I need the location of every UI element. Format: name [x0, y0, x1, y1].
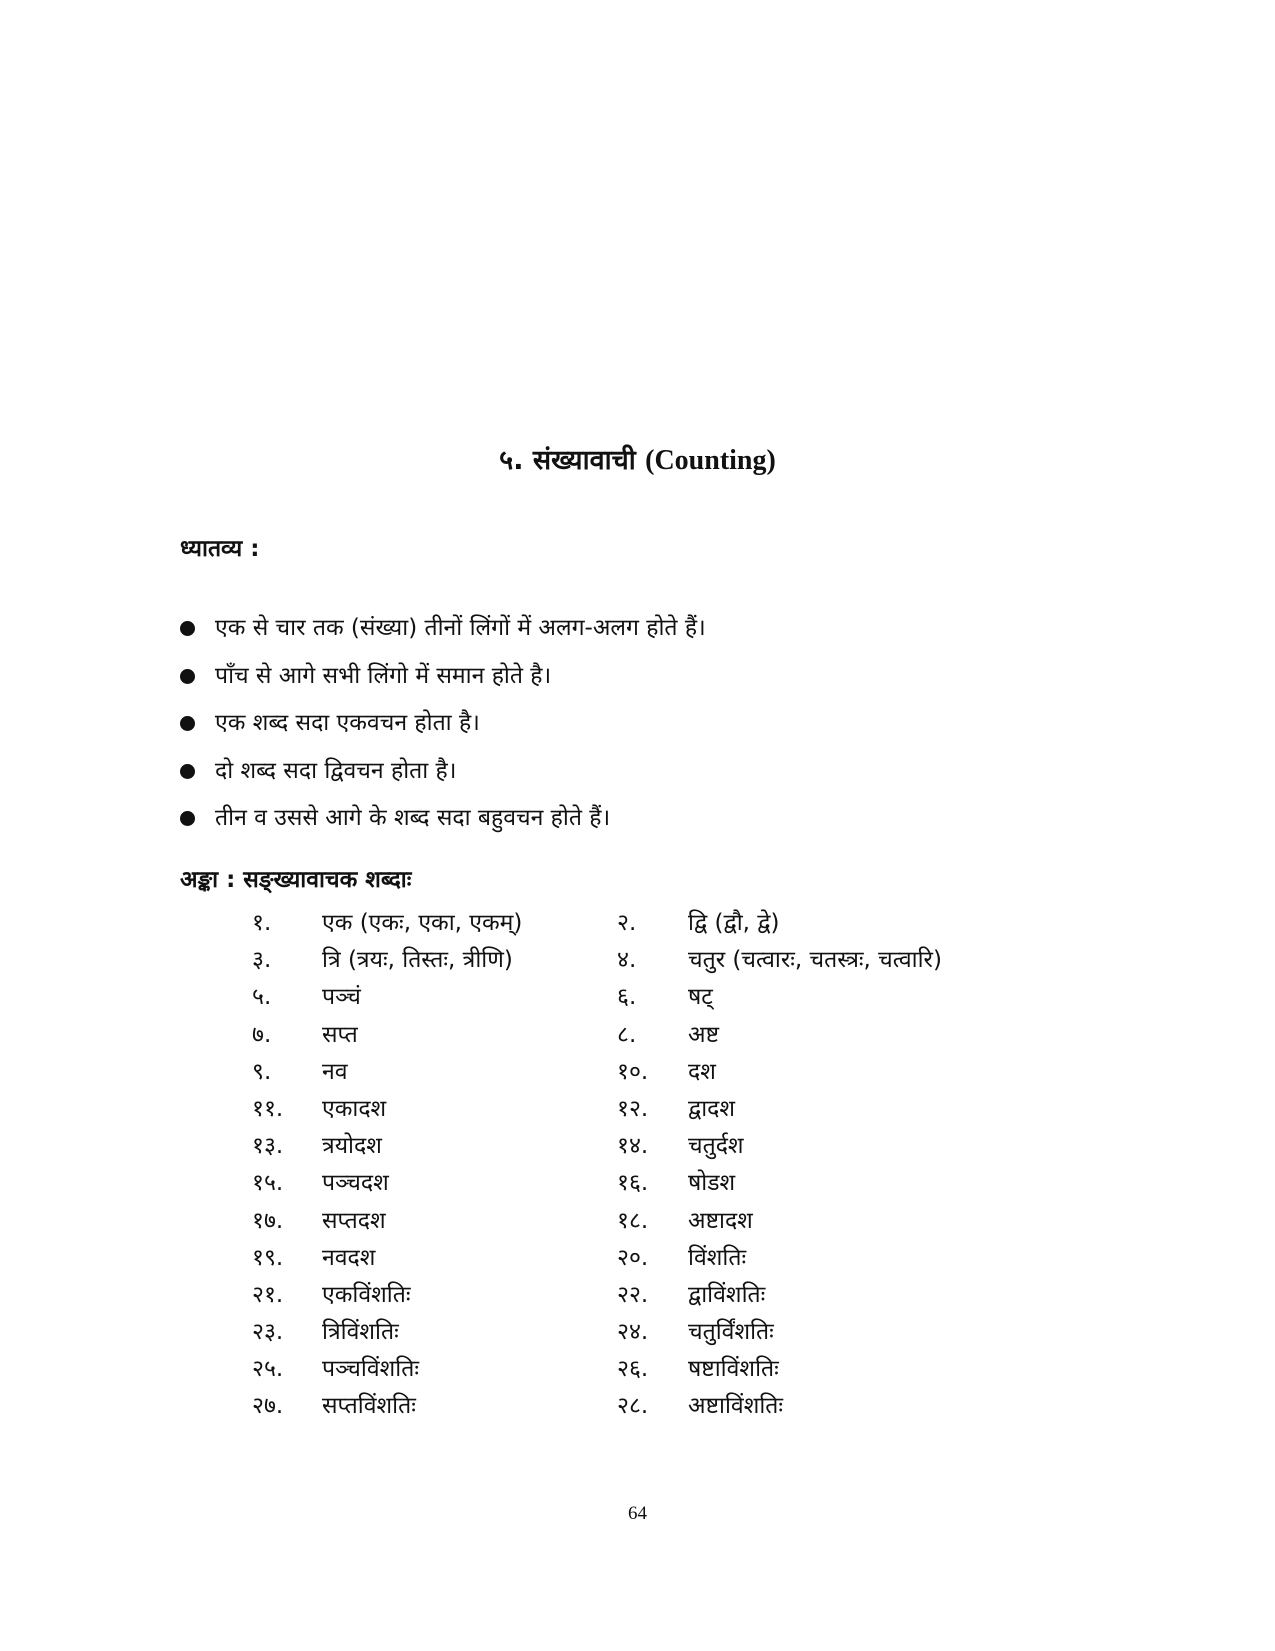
number-table: [0, 905, 1275, 1426]
number-label: २५.: [252, 1356, 284, 1383]
number-label: ६.: [617, 984, 637, 1011]
number-label: २०.: [617, 1244, 649, 1271]
number-word: अष्टाविंशतिः: [688, 1393, 784, 1420]
number-word: चतुर (चत्वारः, चतस्त्रः, चत्वारि): [688, 947, 942, 974]
number-word: सप्तविंशतिः: [322, 1393, 416, 1420]
table-row: [0, 979, 1275, 1016]
number-label: २८.: [617, 1393, 649, 1420]
number-word: पञ्चं: [322, 984, 361, 1011]
number-label: १०.: [617, 1058, 649, 1085]
page-title: [0, 440, 1275, 477]
number-word: त्रि (त्रयः, तिस्तः, त्रीणि): [322, 947, 513, 974]
list-item-text: एक शब्द सदा एकवचन होता है।: [215, 710, 480, 736]
number-label: २.: [617, 910, 637, 936]
table-row: [0, 1091, 1275, 1128]
number-word: द्वाविंशतिः: [688, 1281, 766, 1308]
number-label: १७.: [252, 1207, 284, 1234]
bullet-icon: [180, 764, 195, 779]
number-label: १५.: [252, 1170, 284, 1197]
number-label: १२.: [617, 1095, 649, 1122]
number-word: दश: [688, 1058, 716, 1085]
list-item-text: दो शब्द सदा द्विवचन होता है।: [215, 757, 457, 784]
number-word: चतुर्दश: [688, 1133, 744, 1160]
number-word: षोडश: [688, 1170, 736, 1197]
bullet-icon: [180, 669, 195, 684]
number-word: एक (एकः, एका, एकम्): [322, 910, 523, 936]
bullet-icon: [180, 716, 195, 731]
table-row: [0, 1128, 1275, 1165]
number-label: ७.: [252, 1021, 272, 1048]
number-word: एकविंशतिः: [322, 1281, 411, 1308]
number-word: षष्टाविंशतिः: [688, 1356, 779, 1383]
table-row: [0, 905, 1275, 942]
bullet-icon: [180, 811, 195, 826]
table-row: [0, 1314, 1275, 1351]
number-word: सप्त: [322, 1021, 358, 1048]
number-word: नवदश: [322, 1244, 376, 1271]
number-word: अष्टादश: [688, 1207, 753, 1234]
bullet-icon: [180, 621, 195, 636]
number-label: २६.: [617, 1356, 649, 1383]
number-word: षट्: [688, 984, 713, 1011]
numbers-heading: अङ्का : सङ्ख्यावाचक शब्दाः: [180, 867, 412, 893]
list-item-text: एक से चार तक (संख्या) तीनों लिंगों में अलग-अलग होते हैं।: [215, 615, 706, 641]
table-row: [0, 1240, 1275, 1277]
number-label: ८.: [617, 1021, 637, 1048]
number-word: द्वि (द्वौ, द्वे): [688, 910, 780, 936]
number-word: द्वादश: [688, 1095, 736, 1122]
number-label: ५.: [252, 984, 272, 1011]
number-label: १८.: [617, 1207, 649, 1234]
number-label: ९.: [252, 1058, 272, 1085]
list-item: [180, 800, 706, 848]
number-label: २३.: [252, 1319, 284, 1346]
title-latin: (Counting): [645, 445, 776, 476]
bullet-list: [180, 610, 706, 848]
list-item-text: पाँच से आगे सभी लिंगो में समान होते है।: [215, 662, 552, 689]
number-word: त्रयोदश: [322, 1133, 382, 1160]
title-devanagari: ५. संख्यावाची: [499, 445, 636, 476]
list-item: [180, 610, 706, 658]
table-row: [0, 1165, 1275, 1202]
list-item: [180, 753, 706, 801]
number-label: १६.: [617, 1170, 649, 1197]
number-label: २४.: [617, 1319, 649, 1346]
table-row: [0, 1017, 1275, 1054]
number-label: ११.: [252, 1095, 284, 1122]
number-label: २७.: [252, 1393, 284, 1420]
number-word: पञ्चदश: [322, 1170, 389, 1197]
page-number: 64: [628, 1503, 647, 1524]
table-row: [0, 1054, 1275, 1091]
number-word: चतुर्विंशतिः: [688, 1319, 774, 1346]
number-word: नव: [322, 1058, 348, 1085]
number-label: ४.: [617, 947, 637, 974]
list-item-text: तीन व उससे आगे के शब्द सदा बहुवचन होते हैं।: [215, 805, 611, 831]
table-row: [0, 942, 1275, 979]
number-label: १४.: [617, 1133, 649, 1160]
number-word: एकादश: [322, 1095, 387, 1122]
list-item: [180, 705, 706, 753]
number-label: १.: [252, 910, 272, 936]
list-item: [180, 658, 706, 706]
number-word: विंशतिः: [688, 1244, 747, 1271]
table-row: [0, 1351, 1275, 1388]
number-word: त्रिविंशतिः: [322, 1319, 399, 1346]
table-row: [0, 1203, 1275, 1240]
number-word: सप्तदश: [322, 1207, 386, 1234]
number-label: ३.: [252, 947, 272, 974]
number-word: पञ्चविंशतिः: [322, 1356, 419, 1383]
number-label: २१.: [252, 1281, 284, 1308]
table-row: [0, 1277, 1275, 1314]
number-label: १३.: [252, 1133, 284, 1160]
number-label: १९.: [252, 1244, 284, 1271]
number-label: २२.: [617, 1281, 649, 1308]
note-heading: ध्यातव्य :: [180, 536, 260, 562]
number-word: अष्ट: [688, 1021, 720, 1048]
table-row: [0, 1388, 1275, 1425]
